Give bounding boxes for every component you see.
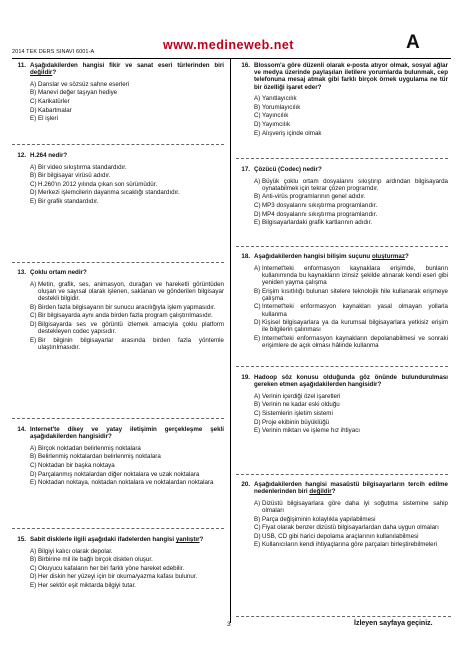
answer-option	[236, 288, 448, 302]
option-letter: D)	[30, 470, 37, 478]
question-separator	[12, 262, 224, 263]
answer-option	[236, 95, 448, 102]
option-text: Metin, grafik, ses, animasyon, durağan ve hareketli görüntüden oluşan ve sayısal olarak işlenen, saklanan ve gönderilen bilgisayar destekli bilgidir.	[38, 280, 224, 302]
answer-option	[236, 178, 448, 192]
option-letter: D)	[254, 319, 261, 327]
option-text: Noktadan bir başka noktaya	[38, 461, 115, 469]
answer-option	[12, 81, 224, 88]
question-text	[254, 166, 448, 173]
option-text: Yanıtlayıcılık	[262, 95, 297, 103]
option-letter: D)	[30, 106, 37, 114]
option-letter: B)	[30, 172, 37, 180]
answer-option	[12, 453, 224, 460]
question-text	[30, 62, 224, 76]
answer-option	[236, 303, 448, 317]
answer-option	[12, 107, 224, 114]
option-text: Birbirine mil ile bağlı birçok diskten oluşur.	[38, 556, 153, 564]
option-letter: A)	[30, 163, 37, 171]
question-text-main: Internet'te dikey ve yatay iletişimin gerçekleşme şekli aşağıdakilerden hangisidir?	[30, 426, 224, 441]
answer-option	[236, 393, 448, 400]
option-text: Kişisel bilgisayarlara ya da kurumsal bilgisayarlara yetkisiz erişim ile bilgilerin çalınması	[262, 319, 448, 334]
option-text: Bir bilgisayarda aynı anda birden fazla program çalıştırılmasıdır.	[38, 312, 213, 320]
question-number: 14.	[17, 426, 26, 433]
option-letter: E)	[254, 427, 261, 435]
option-letter: A)	[254, 392, 261, 400]
question-14	[12, 426, 224, 486]
question-separator	[236, 366, 448, 367]
option-letter: B)	[30, 303, 37, 311]
question-stem	[12, 62, 224, 76]
answer-option	[12, 462, 224, 469]
option-text: Her sektör eşit miktarda bilgiyi tutar.	[38, 581, 137, 589]
answer-option	[236, 533, 448, 540]
question-17	[236, 166, 448, 226]
option-letter: D)	[30, 320, 37, 328]
answer-option	[12, 281, 224, 303]
answer-option	[236, 500, 448, 514]
answer-option	[12, 172, 224, 179]
question-15	[12, 536, 224, 589]
answer-option	[12, 98, 224, 105]
answer-option	[12, 304, 224, 311]
option-letter: C)	[30, 180, 37, 188]
option-text: Birden fazla bilgisayarın bir sunucu aracılığıyla işlem yapmasıdır.	[38, 303, 216, 311]
option-letter: C)	[30, 312, 37, 320]
option-letter: C)	[30, 97, 37, 105]
option-text: Manevi değer taşıyan hediye	[38, 89, 118, 97]
option-letter: E)	[254, 219, 261, 227]
question-stem	[236, 253, 448, 260]
question-text	[254, 374, 448, 388]
question-12	[12, 152, 224, 205]
question-text-main: Aşağıdakilerden hangisi masaüstü bilgisayarların tercih edilme nedenlerinden biri	[254, 481, 448, 496]
question-number: 20.	[241, 481, 250, 488]
answer-option	[236, 516, 448, 523]
question-number: 16.	[241, 62, 250, 69]
option-letter: B)	[254, 103, 261, 111]
option-text: Anti-virüs programlarının genel adıdır.	[262, 193, 366, 201]
option-letter: A)	[254, 95, 261, 103]
answer-option	[236, 419, 448, 426]
question-text-underlined: değildir	[309, 488, 332, 496]
option-text: Bir grafik standardıdır.	[38, 197, 99, 205]
option-letter: C)	[254, 524, 261, 532]
answer-option	[12, 337, 224, 351]
answer-option	[236, 265, 448, 287]
option-text: Bir bilgisayar virüsü adıdır.	[38, 172, 111, 180]
question-text-underlined: değildir	[30, 69, 53, 77]
answer-option	[12, 445, 224, 452]
footer-rule	[236, 616, 451, 617]
question-separator	[12, 144, 224, 145]
question-separator	[12, 418, 224, 419]
question-stem	[12, 426, 224, 440]
option-letter: D)	[30, 573, 37, 581]
option-text: Yorumlayıcılık	[262, 103, 301, 111]
answer-option	[236, 112, 448, 119]
answer-option	[236, 319, 448, 333]
option-text: Kullanıcıların kendi ihtiyaçlarına göre parçaları birleştirebilmeleri	[262, 541, 438, 549]
question-number: 17.	[241, 166, 250, 173]
option-text: Birçok noktadan belirlenmiş noktalara	[38, 444, 141, 452]
option-text: Bilgisayarlardaki grafik kartlarının adıdır.	[262, 219, 373, 227]
option-letter: D)	[30, 189, 37, 197]
option-letter: A)	[254, 177, 261, 185]
option-letter: A)	[30, 80, 37, 88]
option-text: USB, CD gibi harici depolama araçlarının kullanılabilmesi	[262, 532, 419, 540]
option-letter: C)	[254, 201, 261, 209]
answer-option	[236, 219, 448, 226]
answer-option	[236, 410, 448, 417]
question-number: 12.	[17, 152, 26, 159]
option-letter: B)	[30, 453, 37, 461]
option-text: Kabartmalar	[38, 106, 72, 114]
answer-option	[236, 211, 448, 218]
option-text: Yayımcılık	[262, 120, 291, 128]
option-letter: A)	[30, 444, 37, 452]
answer-option	[236, 130, 448, 137]
option-letter: E)	[30, 479, 37, 487]
question-text	[254, 62, 448, 91]
option-letter: B)	[254, 287, 261, 295]
question-text-main: Sabit disklerle ilgili aşağıdaki ifadelerden hangisi	[30, 536, 176, 543]
answer-option	[12, 181, 224, 188]
option-letter: E)	[254, 129, 261, 137]
question-text-end: ?	[52, 69, 57, 77]
answer-option	[236, 193, 448, 200]
option-letter: D)	[254, 418, 261, 426]
answer-option	[12, 115, 224, 122]
answer-option	[12, 312, 224, 319]
option-letter: A)	[254, 264, 261, 272]
answer-option	[12, 198, 224, 205]
option-letter: D)	[254, 532, 261, 540]
answer-option	[236, 524, 448, 531]
answer-option	[12, 89, 224, 96]
question-text	[30, 536, 224, 543]
answer-option	[12, 565, 224, 572]
question-number: 11.	[17, 62, 26, 69]
option-letter: A)	[30, 280, 37, 288]
option-letter: B)	[30, 89, 37, 97]
question-text-end: ?	[331, 488, 336, 496]
answer-option	[12, 189, 224, 196]
option-text: Bilgiyi kalıcı olarak depolar.	[38, 547, 113, 555]
option-text: Alışveriş içinde olmak	[262, 129, 322, 137]
question-13	[12, 269, 224, 351]
question-19	[236, 374, 448, 434]
answer-option	[12, 556, 224, 563]
option-letter: E)	[30, 197, 37, 205]
question-separator	[12, 528, 224, 529]
answer-option	[236, 121, 448, 128]
option-text: Bir video sıkıştırma standardıdır.	[38, 163, 127, 171]
option-text: Karikatürler	[38, 97, 70, 105]
exam-header-code: 2014 TEK DERS SINAVI 6001-A	[12, 49, 95, 55]
option-text: Parça değişiminin kolaylıkla yapılabilmesi	[262, 515, 376, 523]
option-letter: D)	[254, 120, 261, 128]
option-letter: D)	[254, 210, 261, 218]
answer-option	[12, 321, 224, 335]
answer-option	[236, 335, 448, 349]
option-letter: C)	[30, 461, 37, 469]
option-text: Sistemlerin işletim sistemi	[262, 409, 333, 417]
option-letter: E)	[254, 541, 261, 549]
question-number: 15.	[17, 536, 26, 543]
question-text	[254, 253, 448, 260]
question-stem	[236, 166, 448, 173]
option-text: Bir bilginin bilgisayarlar arasında birden fazla yöntemle ulaştırılmasıdır.	[38, 336, 224, 351]
option-letter: A)	[30, 547, 37, 555]
answer-option	[236, 541, 448, 548]
option-text: Internet'teki enformasyon kaynakların depolanabilmesi ve sonraki erişimlere de açık olması hâlinde kullanma	[262, 334, 448, 350]
question-text	[30, 426, 224, 440]
question-stem	[12, 152, 224, 159]
answer-option	[12, 582, 224, 589]
answer-option	[12, 164, 224, 171]
question-separator	[236, 474, 448, 475]
question-stem	[236, 481, 448, 495]
question-number: 18.	[241, 253, 250, 260]
question-text-underlined: yanlıştır	[175, 536, 200, 543]
option-text: Internet'teki enformasyon kaynakları yasal olmayan yollarla kullanma	[262, 303, 448, 318]
option-text: Fiyat olarak benzer dizüstü bilgisayarlardan daha uygun olmaları	[262, 524, 439, 532]
question-text-main: H.264 nedir?	[30, 152, 68, 159]
option-letter: C)	[30, 564, 37, 572]
column-divider	[230, 58, 231, 623]
question-20	[236, 481, 448, 549]
question-18	[236, 253, 448, 349]
option-text: Bilgisayarda ses ve görüntü izlemek amacıyla çoklu platform destekleyen codec yapısıdır.	[38, 320, 224, 335]
question-text-main: Aşağıdakilerden hangisi fikir ve sanat eseri türlerinden biri	[30, 62, 224, 69]
option-letter: A)	[254, 499, 261, 507]
option-letter: E)	[30, 336, 37, 344]
option-letter: B)	[254, 401, 261, 409]
header-rule	[12, 58, 451, 59]
question-number: 13.	[17, 269, 26, 276]
question-text-underlined: oluşturmaz	[371, 253, 405, 260]
answer-option	[12, 471, 224, 478]
question-stem	[236, 62, 448, 91]
option-text: Danslar ve sözsüz sahne eserleri	[38, 80, 130, 88]
option-text: Belirlenmiş noktalardan belirlenmiş noktalara	[38, 453, 161, 461]
option-text: Verinin içerdiği özel işaretleri	[262, 392, 341, 400]
option-text: Merkezi işlemcilerin dayanma sıcaklığı standardıdır.	[38, 189, 180, 197]
option-letter: B)	[254, 193, 261, 201]
option-text: Dizüstü bilgisayarlara göre daha iyi soğutma sistemine sahip olmaları	[262, 499, 448, 514]
option-text: Erişim kısıtlılığı bulunan sitelere teknolojik hile kullanarak erişmeye çalışma	[262, 287, 448, 302]
question-text	[254, 481, 448, 495]
answer-option	[236, 427, 448, 434]
question-text	[30, 269, 224, 276]
option-text: Proje ekibinin büyüklüğü	[262, 418, 330, 426]
answer-option	[236, 401, 448, 408]
option-text: Büyük çoklu ortam dosyalarını sıkıştırıp ardından bilgisayarda oynatabilmek için tekrar çözen programdır.	[262, 177, 448, 192]
answer-option	[12, 479, 224, 486]
question-text-end: ?	[199, 536, 204, 543]
question-11	[12, 62, 224, 122]
question-separator	[236, 246, 448, 247]
question-stem	[12, 536, 224, 543]
option-text: Her diskin her yüzeyi için bir okuma/yazma kafası bulunur.	[38, 573, 198, 581]
option-text: MP3 dosyalarını sıkıştırma programlarıdır.	[262, 201, 378, 209]
question-number: 19.	[241, 374, 250, 381]
option-letter: C)	[254, 112, 261, 120]
question-stem	[236, 374, 448, 388]
option-text: Parçalanmış noktalardan diğer noktalara ve uzak noktalara	[38, 470, 200, 478]
question-stem	[12, 269, 224, 276]
next-page-note: İzleyen sayfaya geçiniz.	[354, 620, 433, 627]
question-text-main: Aşağıdakilerden hangisi bilişim suçunu	[254, 253, 372, 260]
question-separator	[236, 158, 448, 159]
option-text: MP4 dosyalarını sıkıştırma programlarıdır.	[262, 210, 378, 218]
option-letter: B)	[254, 515, 261, 523]
question-text	[30, 152, 224, 159]
answer-option	[12, 573, 224, 580]
page-number: 3	[227, 621, 231, 628]
question-16	[236, 62, 448, 137]
option-letter: C)	[254, 303, 261, 311]
option-text: Yayıncılık	[262, 112, 289, 120]
answer-option	[236, 202, 448, 209]
option-text: H.260'ın 2012 yılında çıkan son sürümüdür.	[38, 180, 158, 188]
option-text: Verinin ne kadar eski olduğu	[262, 401, 340, 409]
option-text: Noktadan noktaya, noktadan noktalara ve noktalardan noktalara	[38, 479, 214, 487]
question-text-main: Çözücü (Codec) nedir?	[254, 166, 322, 173]
option-text: El işleri	[38, 115, 58, 123]
question-text-main: Çoklu ortam nedir?	[30, 269, 87, 276]
option-letter: C)	[254, 409, 261, 417]
answer-option	[236, 104, 448, 111]
question-text-main: Blossom'a göre düzenli olarak e-posta atıyor olmak, sosyal ağlar ve medya üzerinde paylaşılan iletilere yorumlarda bulunmak, cep telefonuna mesaj atmak gibi farklı birçok örnek uygulama ne tür bir özelliği işaret eder?	[254, 62, 448, 91]
option-text: Internet'teki enformasyon kaynaklara erişimde, bunların kullanımında bu kaynakların izinsiz şekilde alınarak kendi eseri gibi yeniden yayma çalışma	[262, 264, 448, 286]
option-letter: B)	[30, 556, 37, 564]
question-text-main: Hadoop söz konusu olduğunda göz önünde bulundurulması gereken etmen aşağıdakilerden hangisidir?	[254, 374, 448, 389]
site-url: www.medineweb.net	[163, 38, 294, 52]
option-letter: E)	[30, 581, 37, 589]
option-text: Okuyucu kafaların her biri farklı yöne hareket edebilir.	[38, 564, 185, 572]
answer-option	[12, 548, 224, 555]
option-letter: E)	[30, 115, 37, 123]
booklet-letter: A	[406, 32, 420, 53]
option-text: Verinin miktarı ve işleme hız ihtiyacı	[262, 427, 361, 435]
option-letter: E)	[254, 334, 261, 342]
question-text-end: ?	[404, 253, 409, 260]
